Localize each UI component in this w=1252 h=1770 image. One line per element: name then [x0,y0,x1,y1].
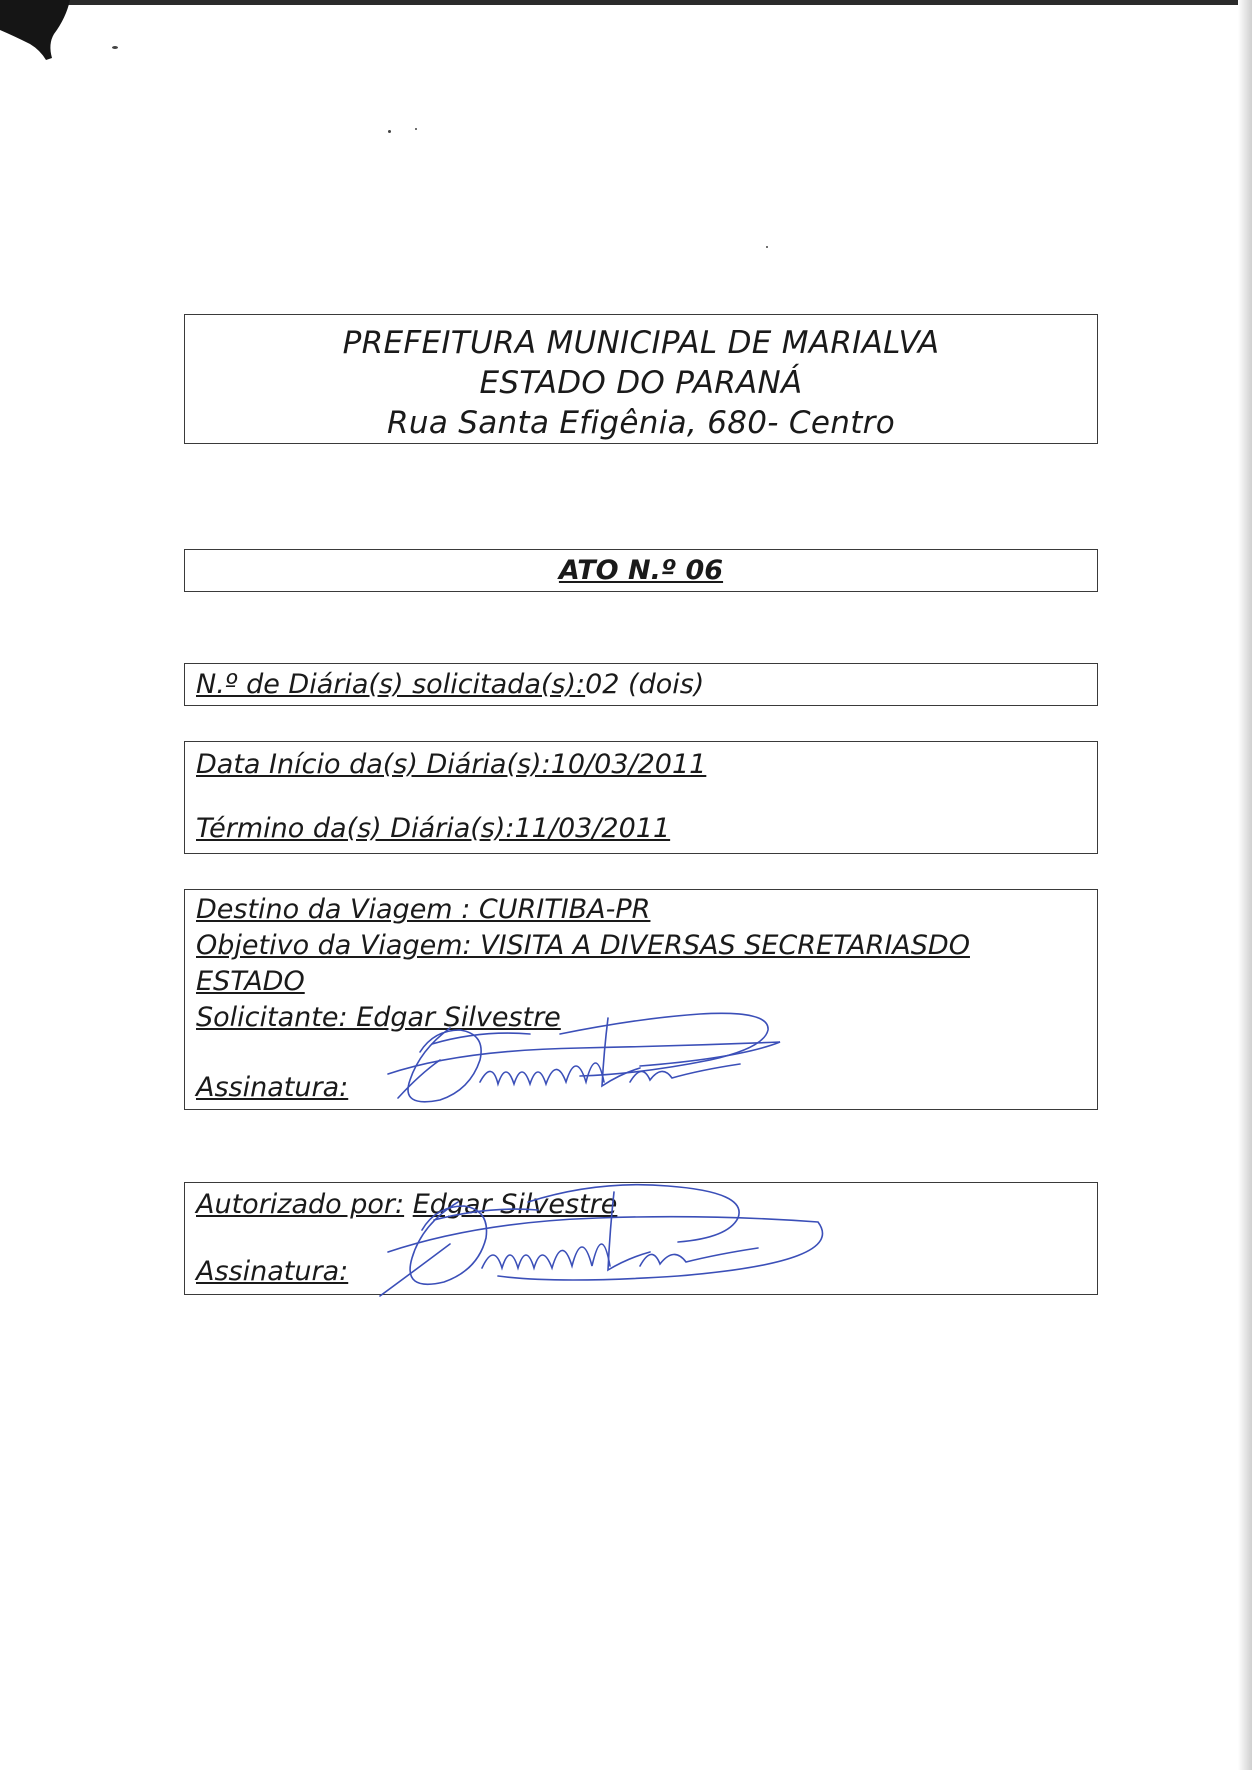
speck [388,130,391,133]
header-address: Rua Santa Efigênia, 680- Centro [387,405,895,441]
datas-box [184,741,1098,854]
speck [766,246,768,248]
solicitante: Solicitante: Edgar Silvestre [196,1002,561,1033]
diarias-label: N.º de Diária(s) solicitada(s): [196,669,586,700]
assinatura-label: Assinatura: [196,1072,349,1103]
assinatura-autorizacao-label: Assinatura: [196,1256,349,1287]
scan-right-edge [1238,0,1252,1770]
autorizado-nome: Edgar Silvestre [412,1189,618,1220]
data-inicio: Data Início da(s) Diária(s):10/03/2011 [196,749,707,780]
header-state: ESTADO DO PARANÁ [479,365,803,401]
header-title: PREFEITURA MUNICIPAL DE MARIALVA [342,325,940,361]
ink-blot [0,0,80,70]
diarias-value: 02 (dois) [585,669,705,700]
scan-top-edge [0,0,1252,5]
viagem-box [184,889,1098,1110]
diarias-box [184,663,1098,706]
autorizado-line [196,1187,617,1223]
ato-title: ATO N.º 06 [558,555,724,586]
speck [415,128,417,130]
ato-box [184,549,1098,592]
header-box [184,314,1098,444]
autorizacao-box [184,1182,1098,1295]
speck [112,46,118,49]
autorizado-label: Autorizado por: [196,1189,405,1220]
diarias-line [196,667,704,703]
objetivo-line2: ESTADO [196,966,305,997]
data-termino: Término da(s) Diária(s):11/03/2011 [196,813,671,844]
destino: Destino da Viagem : CURITIBA-PR [196,894,651,925]
objetivo-line1: Objetivo da Viagem: VISITA A DIVERSAS SECRETARIASDO [196,930,970,961]
